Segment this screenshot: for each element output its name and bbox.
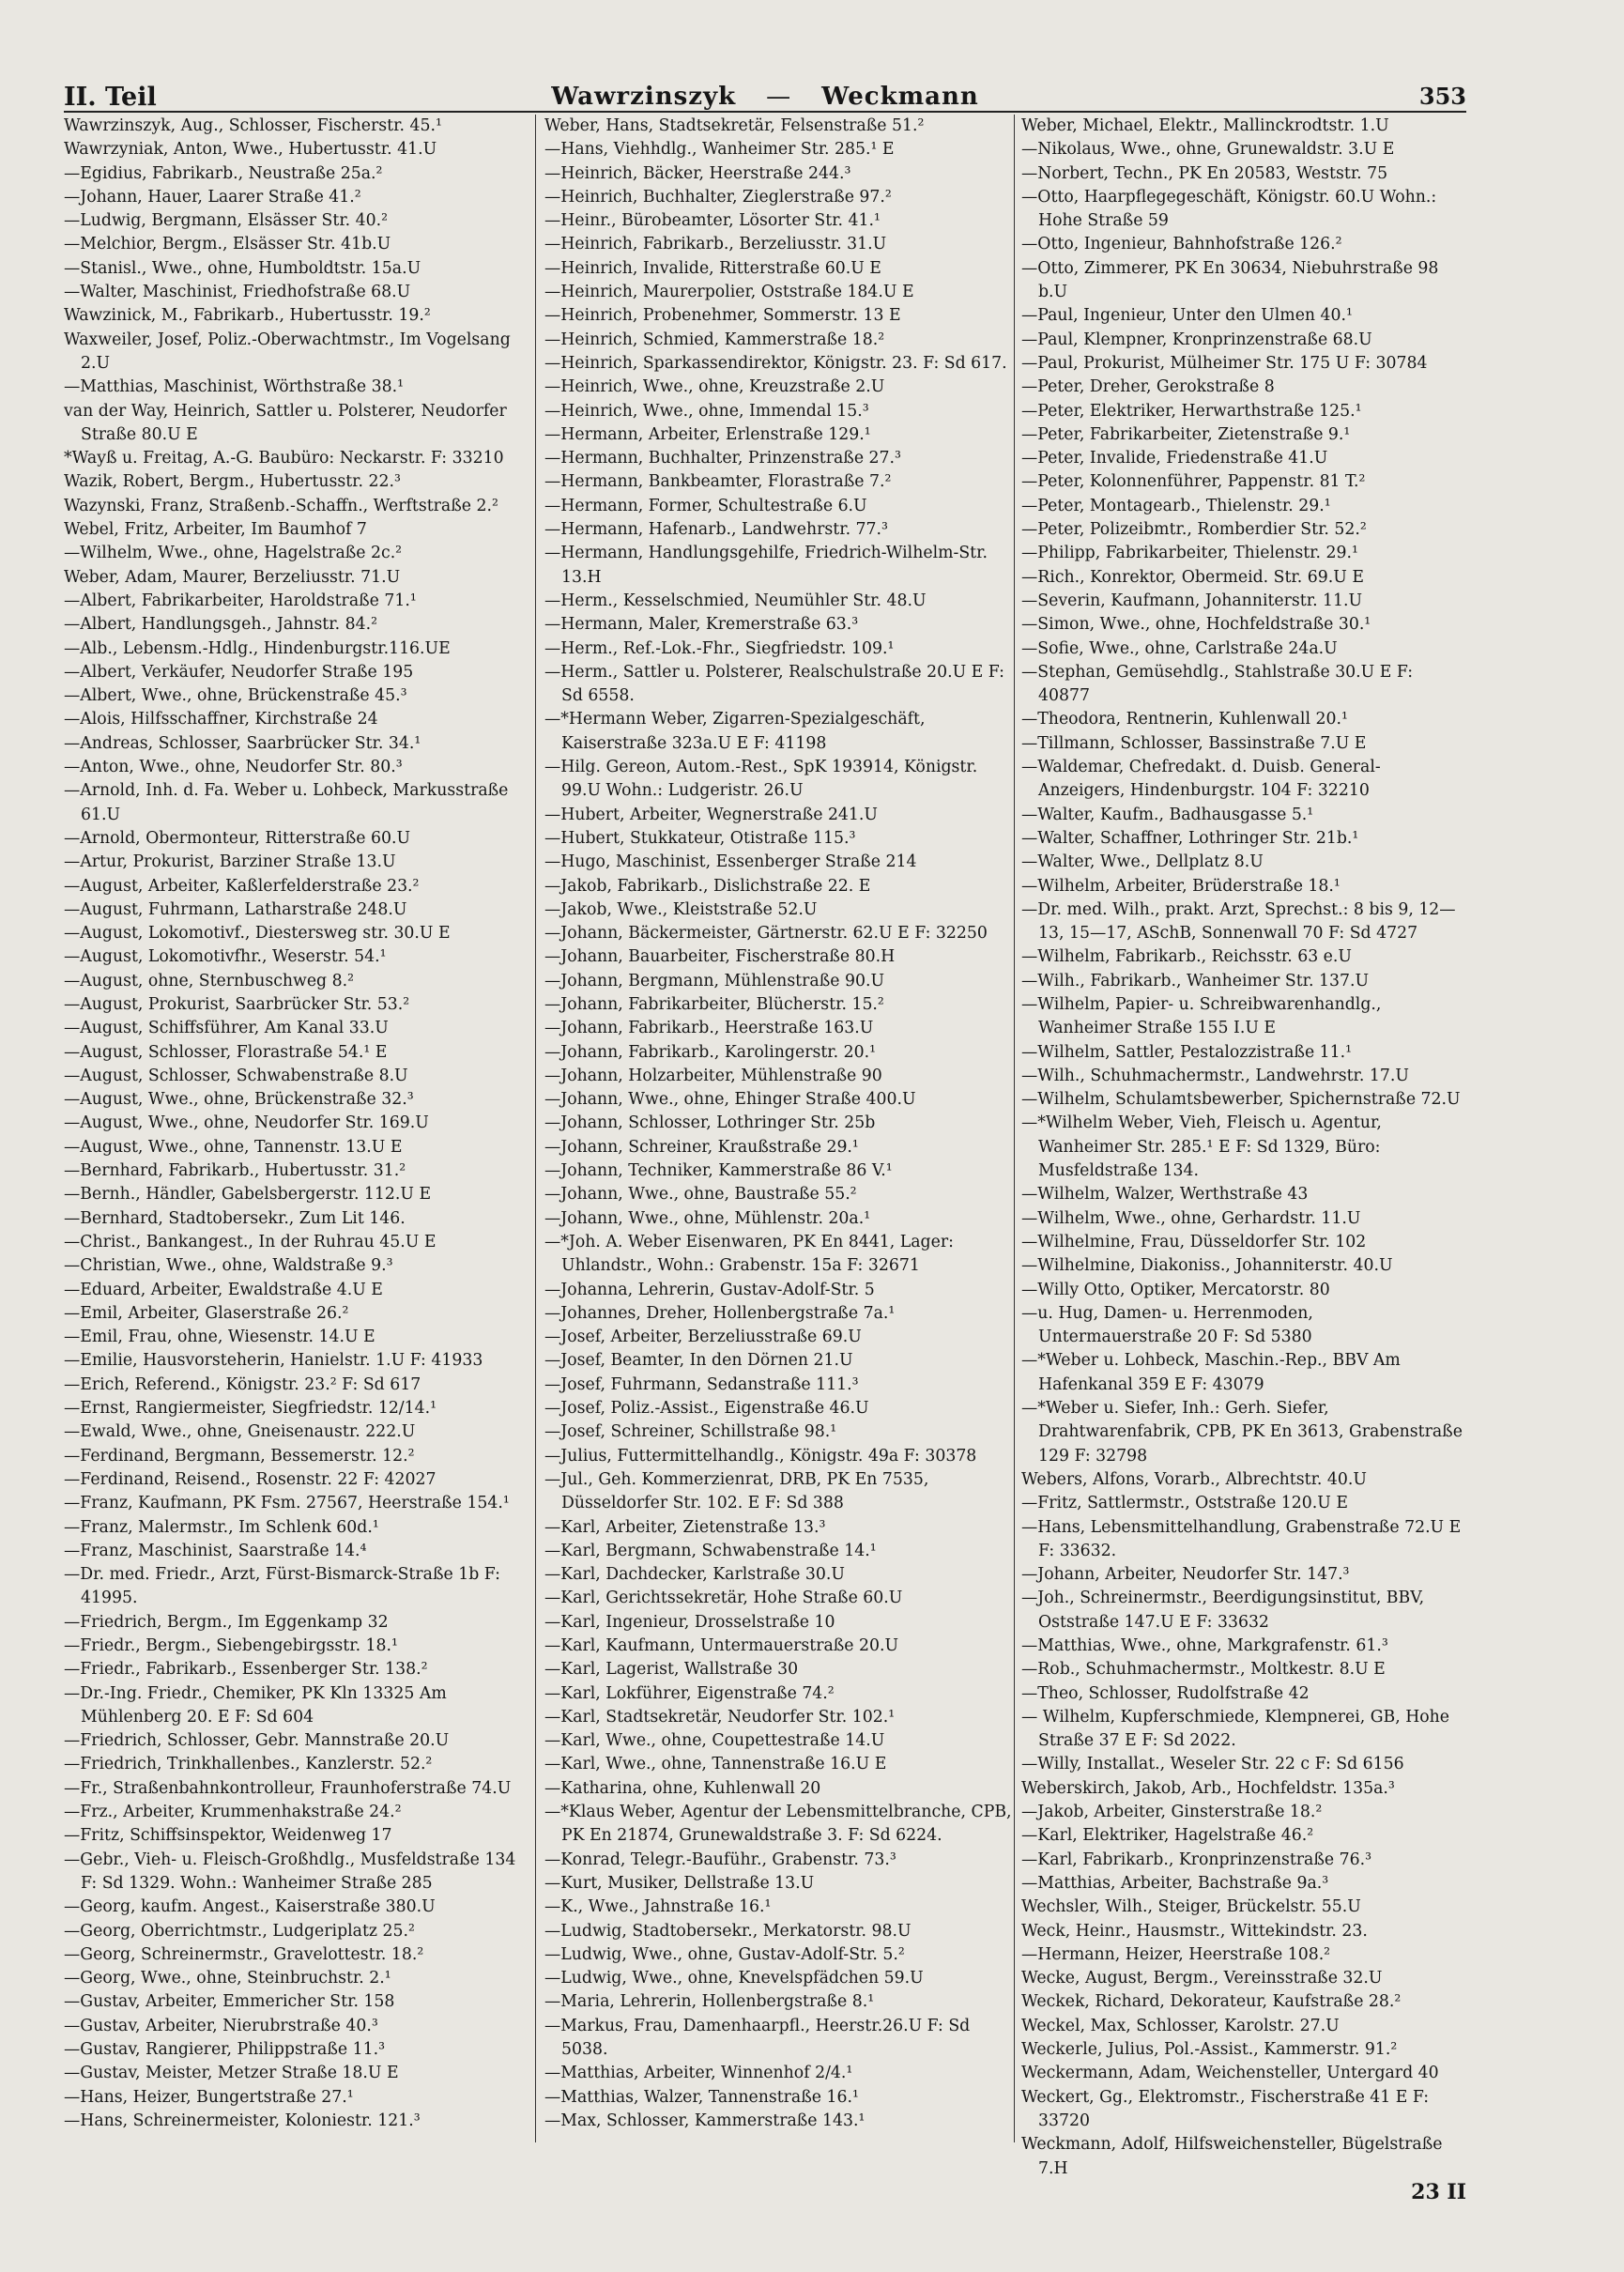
directory-entry: —Johann, Bäckermeister, Gärtnerstr. 62.U E F: 32250 — [544, 924, 988, 944]
directory-entry: —Dr. med. Friedr., Arzt, Fürst-Bismarck-Straße 1b F: 41995. — [64, 1565, 500, 1608]
directory-entry: —Stephan, Gemüsehdlg., Stahlstraße 30.U E F: 40877 — [1021, 662, 1414, 706]
directory-entry: —Heinrich, Probenehmer, Sommerstr. 13 E — [544, 306, 901, 326]
directory-entry: Weckmann, Adolf, Hilfsweichensteller, Bügelstraße 7.H — [1021, 2135, 1443, 2178]
directory-entry: —Ewald, Wwe., ohne, Gneisenaustr. 222.U — [64, 1422, 416, 1442]
directory-entry: —u. Hug, Damen- u. Herrenmoden, Untermauerstraße 20 F: Sd 5380 — [1021, 1303, 1313, 1347]
directory-entry: —Heinrich, Maurerpolier, Oststraße 184.U E — [544, 283, 914, 302]
directory-entry: —Franz, Maschinist, Saarstraße 14.⁴ — [64, 1541, 367, 1560]
directory-entry: —Arnold, Inh. d. Fa. Weber u. Lohbeck, Markusstraße 61.U — [64, 781, 509, 824]
directory-entry: —Heinrich, Invalide, Ritterstraße 60.U E — [544, 258, 881, 278]
directory-entry: —Franz, Kaufmann, PK Fsm. 27567, Heerstraße 154.¹ — [64, 1494, 510, 1513]
directory-entry: —Joh., Schreinermstr., Beerdigungsinstitut, BBV, Oststraße 147.U E F: 33632 — [1021, 1589, 1425, 1632]
directory-entry: —Wilh., Fabrikarb., Wanheimer Str. 137.U — [1021, 971, 1370, 990]
directory-entry: —August, Schlosser, Schwabenstraße 8.U — [64, 1066, 408, 1085]
directory-entry: —Andreas, Schlosser, Saarbrücker Str. 34.¹ — [64, 733, 421, 753]
directory-entry: —Maria, Lehrerin, Hollenbergstraße 8.¹ — [544, 1992, 875, 2012]
directory-entry: —Paul, Prokurist, Mülheimer Str. 175 U F: 30784 — [1021, 353, 1428, 373]
directory-entry: —Herm., Ref.-Lok.-Fhr., Siegfriedstr. 109.¹ — [544, 638, 895, 658]
directory-entry: —August, Arbeiter, Kaßlerfelderstraße 23.² — [64, 876, 420, 896]
directory-entry: —Hermann, Heizer, Heerstraße 108.² — [1021, 1944, 1331, 1964]
directory-entry: —Hermann, Arbeiter, Erlenstraße 129.¹ — [544, 424, 871, 444]
directory-entry: —Waldemar, Chefredakt. d. Duisb. General-Anzeigers, Hindenburgstr. 104 F: 32210 — [1021, 758, 1381, 801]
directory-entry: —Gustav, Arbeiter, Nierubrstraße 40.³ — [64, 2016, 378, 2035]
directory-entry: —Emilie, Hausvorsteherin, Hanielstr. 1.U F: 41933 — [64, 1351, 483, 1371]
directory-entry: —Julius, Futtermittelhandlg., Königstr. 49a F: 30378 — [544, 1446, 977, 1466]
directory-entry: —Ferdinand, Reisend., Rosenstr. 22 F: 42027 — [64, 1469, 437, 1489]
directory-entry: Weckerle, Julius, Pol.-Assist., Kammerstr. 91.² — [1021, 2040, 1398, 2060]
directory-entry: —Ludwig, Wwe., ohne, Knevelspfädchen 59.U — [544, 1969, 924, 1988]
directory-entry: —Walter, Maschinist, Friedhofstraße 68.U — [64, 283, 411, 302]
directory-entry: —Johann, Schlosser, Lothringer Str. 25b — [544, 1113, 876, 1133]
column-3 — [1021, 115, 1466, 2178]
directory-entry: —Paul, Ingenieur, Unter den Ulmen 40.¹ — [1021, 306, 1353, 326]
directory-entry: —Katharina, ohne, Kuhlenwall 20 — [544, 1778, 821, 1798]
directory-entry: —Hans, Schreinermeister, Koloniestr. 121.³ — [64, 2111, 421, 2130]
directory-entry: —Johann, Arbeiter, Neudorfer Str. 147.³ — [1021, 1565, 1350, 1585]
directory-entry: —Wilhelm, Wwe., ohne, Gerhardstr. 11.U — [1021, 1208, 1361, 1228]
directory-entry: —Josef, Beamter, In den Dörnen 21.U — [544, 1351, 853, 1371]
directory-entry: —Karl, Lagerist, Wallstraße 30 — [544, 1660, 799, 1680]
directory-entry: —Gustav, Arbeiter, Emmericher Str. 158 — [64, 1992, 395, 2012]
directory-entry: —Dr. med. Wilh., prakt. Arzt, Sprechst.: 8 bis 9, 12—13, 15—17, ASchB, Sonnenwall 70 F: Sd 4727 — [1021, 899, 1456, 944]
running-head-to: Weckmann — [821, 83, 979, 111]
directory-entry: —Gustav, Meister, Metzer Straße 18.U E — [64, 2064, 399, 2083]
directory-entry: —Heinrich, Schmied, Kammerstraße 18.² — [544, 330, 885, 349]
directory-entry: —August, Wwe., ohne, Brückenstraße 32.³ — [64, 1090, 414, 1110]
directory-entry: —Erich, Referend., Königstr. 23.² F: Sd 617 — [64, 1374, 421, 1394]
directory-entry: Wawrzinszyk, Aug., Schlosser, Fischerstr. 45.¹ — [64, 116, 442, 135]
directory-entry: Waxweiler, Josef, Poliz.-Oberwachtmstr., Im Vogelsang 2.U — [64, 330, 511, 373]
directory-entry: —Norbert, Techn., PK En 20583, Weststr. 75 — [1021, 163, 1388, 183]
directory-entry: —Josef, Fuhrmann, Sedanstraße 111.³ — [544, 1374, 859, 1394]
directory-entry: —Wilh., Schuhmachermstr., Landwehrstr. 17.U — [1021, 1066, 1409, 1085]
directory-entry: —Markus, Frau, Damenhaarpfl., Heerstr.26.U F: Sd 5038. — [544, 2016, 971, 2060]
directory-entry: —Karl, Fabrikarb., Kronprinzenstraße 76.³ — [1021, 1850, 1372, 1869]
directory-entry: —Sofie, Wwe., ohne, Carlstraße 24a.U — [1021, 638, 1338, 658]
directory-entry: —Frz., Arbeiter, Krummenhakstraße 24.² — [64, 1803, 402, 1822]
section-label: II. Teil — [64, 83, 157, 112]
directory-entry: —Friedrich, Schlosser, Gebr. Mannstraße 20.U — [64, 1731, 450, 1751]
directory-entry: —Hubert, Arbeiter, Wegnerstraße 241.U — [544, 805, 878, 824]
directory-entry: —Peter, Invalide, Friedenstraße 41.U — [1021, 449, 1328, 468]
directory-entry: —Christian, Wwe., ohne, Waldstraße 9.³ — [64, 1256, 393, 1276]
directory-entry: —Johann, Techniker, Kammerstraße 86 V.¹ — [544, 1161, 893, 1181]
directory-entry: Wazik, Robert, Bergm., Hubertusstr. 22.³ — [64, 472, 401, 492]
directory-entry: —Josef, Schreiner, Schillstraße 98.¹ — [544, 1422, 837, 1442]
directory-entry: —Walter, Schaffner, Lothringer Str. 21b.¹ — [1021, 828, 1359, 848]
directory-entry: Weck, Heinr., Hausmstr., Wittekindstr. 23. — [1021, 1921, 1368, 1941]
directory-entry: —Wilhelm, Arbeiter, Brüderstraße 18.¹ — [1021, 876, 1341, 896]
directory-entry: —Wilhelm, Schulamtsbewerber, Spichernstraße 72.U — [1021, 1090, 1461, 1110]
directory-entry: —August, Prokurist, Saarbrücker Str. 53.² — [64, 994, 410, 1014]
directory-entry: —August, Lokomotivf., Diestersweg str. 30.U E — [64, 924, 451, 944]
directory-entry: —Hermann, Handlungsgehilfe, Friedrich-Wilhelm-Str. 13.H — [544, 544, 988, 587]
directory-entry: Weberskirch, Jakob, Arb., Hochfeldstr. 135a.³ — [1021, 1778, 1395, 1798]
directory-entry: —Heinr., Bürobeamter, Lösorter Str. 41.¹ — [544, 211, 881, 231]
sheet-signature: 23 II — [1411, 2180, 1466, 2204]
directory-entry: —Peter, Dreher, Gerokstraße 8 — [1021, 377, 1275, 397]
directory-entry: —Johanna, Lehrerin, Gustav-Adolf-Str. 5 — [544, 1280, 875, 1299]
directory-entry: —Albert, Verkäufer, Neudorfer Straße 195 — [64, 662, 414, 682]
directory-entry: —Otto, Ingenieur, Bahnhofstraße 126.² — [1021, 235, 1342, 254]
directory-entry: —*Klaus Weber, Agentur der Lebensmittelbranche, CPB, PK En 21874, Grunewaldstraße 3. F: Sd 6224. — [544, 1803, 1012, 1846]
directory-entry: —Gebr., Vieh- u. Fleisch-Großhdlg., Musfeldstraße 134 F: Sd 1329. Wohn.: Wanheimer Straße 285 — [64, 1850, 516, 1893]
directory-entry: —Jakob, Fabrikarb., Dislichstraße 22. E — [544, 876, 871, 896]
directory-entry: —Emil, Frau, ohne, Wiesenstr. 14.U E — [64, 1328, 375, 1347]
directory-entry: —Johann, Fabrikarbeiter, Blücherstr. 15.² — [544, 994, 884, 1014]
directory-entry: —Heinrich, Wwe., ohne, Immendal 15.³ — [544, 401, 869, 421]
directory-entry: —Wilhelm, Papier- u. Schreibwarenhandlg., Wanheimer Straße 155 I.U E — [1021, 994, 1382, 1038]
directory-entry: —Hubert, Stukkateur, Otistraße 115.³ — [544, 828, 856, 848]
directory-entry: —Tillmann, Schlosser, Bassinstraße 7.U E — [1021, 733, 1367, 753]
directory-entry: —Hilg. Gereon, Autom.-Rest., SpK 193914, Königstr. 99.U Wohn.: Ludgeristr. 26.U — [544, 758, 978, 801]
directory-entry: —Wilhelm, Walzer, Werthstraße 43 — [1021, 1185, 1309, 1205]
directory-entry: —Peter, Kolonnenführer, Pappenstr. 81 T.² — [1021, 472, 1366, 492]
directory-entry: —Walter, Kaufm., Badhausgasse 5.¹ — [1021, 805, 1314, 824]
directory-entry: —Albert, Wwe., ohne, Brückenstraße 45.³ — [64, 686, 407, 706]
directory-entry: —Johann, Wwe., ohne, Ehinger Straße 400.U — [544, 1090, 916, 1110]
running-head — [64, 83, 1466, 111]
directory-entry: —Anton, Wwe., ohne, Neudorfer Str. 80.³ — [64, 758, 403, 777]
directory-entry: —Matthias, Maschinist, Wörthstraße 38.¹ — [64, 377, 405, 397]
directory-entry: —August, Wwe., ohne, Tannenstr. 13.U E — [64, 1137, 403, 1157]
directory-entry: —Melchior, Bergm., Elsässer Str. 41b.U — [64, 235, 391, 254]
directory-entry: —Otto, Zimmerer, PK En 30634, Niebuhrstraße 98 b.U — [1021, 258, 1439, 302]
directory-entry: —*Weber u. Siefer, Inh.: Gerh. Siefer, Drahtwarenfabrik, CPB, PK En 3613, Grabenstraße 129 F: 32798 — [1021, 1399, 1463, 1466]
directory-entry: —Johann, Fabrikarb., Heerstraße 163.U — [544, 1019, 874, 1038]
directory-entry: —Georg, kaufm. Angest., Kaiserstraße 380.U — [64, 1897, 436, 1917]
directory-entry: —Max, Schlosser, Kammerstraße 143.¹ — [544, 2111, 866, 2130]
directory-entry: —Karl, Stadtsekretär, Neudorfer Str. 102.¹ — [544, 1707, 896, 1727]
directory-entry: —Georg, Wwe., ohne, Steinbruchstr. 2.¹ — [64, 1969, 391, 1988]
directory-entry: —Eduard, Arbeiter, Ewaldstraße 4.U E — [64, 1280, 383, 1299]
directory-entry: —Karl, Gerichtssekretär, Hohe Straße 60.U — [544, 1589, 903, 1608]
directory-entry: —*Weber u. Lohbeck, Maschin.-Rep., BBV Am Hafenkanal 359 E F: 43079 — [1021, 1351, 1401, 1394]
directory-entry: *Wayß u. Freitag, A.-G. Baubüro: Neckarstr. F: 33210 — [64, 449, 504, 468]
directory-entry: —Albert, Fabrikarbeiter, Haroldstraße 71.¹ — [64, 591, 417, 610]
directory-entry: —Hermann, Former, Schultestraße 6.U — [544, 496, 867, 515]
directory-entry: —Karl, Bergmann, Schwabenstraße 14.¹ — [544, 1541, 877, 1560]
directory-entry: —Theodora, Rentnerin, Kuhlenwall 20.¹ — [1021, 710, 1348, 729]
directory-entry: —Willy, Installat., Weseler Str. 22 c F: Sd 6156 — [1021, 1755, 1404, 1774]
directory-entry: —Ludwig, Bergmann, Elsässer Str. 40.² — [64, 211, 389, 231]
directory-entry: —Simon, Wwe., ohne, Hochfeldstraße 30.¹ — [1021, 615, 1371, 635]
directory-entry: —August, Fuhrmann, Latharstraße 248.U — [64, 899, 407, 919]
directory-entry: —Herm., Sattler u. Polsterer, Realschulstraße 20.U E F: Sd 6558. — [544, 662, 1004, 706]
directory-entry: —Heinrich, Bäcker, Heerstraße 244.³ — [544, 163, 851, 183]
directory-entry: —Friedr., Bergm., Siebengebirgsstr. 18.¹ — [64, 1636, 398, 1655]
directory-entry: —Matthias, Walzer, Tannenstraße 16.¹ — [544, 2087, 859, 2107]
directory-entry: —Fritz, Schiffsinspektor, Weidenweg 17 — [64, 1826, 392, 1846]
directory-entry: —Wilhelm, Fabrikarb., Reichsstr. 63 e.U — [1021, 947, 1352, 967]
directory-entry: Weber, Hans, Stadtsekretär, Felsenstraße 51.² — [544, 116, 925, 135]
directory-entry: —Hans, Heizer, Bungertstraße 27.¹ — [64, 2087, 354, 2107]
directory-entry: —Wilhelmine, Diakoniss., Johanniterstr. 40.U — [1021, 1256, 1393, 1276]
directory-entry: —Hans, Lebensmittelhandlung, Grabenstraße 72.U E F: 33632. — [1021, 1517, 1462, 1560]
directory-entry: —Johann, Bergmann, Mühlenstraße 90.U — [544, 971, 885, 990]
directory-entry: —Georg, Schreinermstr., Gravelottestr. 18.² — [64, 1944, 424, 1964]
directory-entry: Weckermann, Adam, Weichensteller, Untergard 40 — [1021, 2064, 1439, 2083]
directory-entry: Wechsler, Wilh., Steiger, Brückelstr. 55.U — [1021, 1897, 1361, 1917]
directory-entry: —Rich., Konrektor, Obermeid. Str. 69.U E — [1021, 567, 1364, 587]
directory-entry: —Alb., Lebensm.-Hdlg., Hindenburgstr.116.UE — [64, 638, 451, 658]
directory-entry: —Johann, Fabrikarb., Karolingerstr. 20.¹ — [544, 1042, 877, 1062]
directory-entry: —Karl, Kaufmann, Untermauerstraße 20.U — [544, 1636, 899, 1655]
directory-entry: —August, Schiffsführer, Am Kanal 33.U — [64, 1019, 389, 1038]
directory-entry: —Christ., Bankangest., In der Ruhrau 45.U E — [64, 1232, 437, 1251]
directory-entry: —August, Schlosser, Florastraße 54.¹ E — [64, 1042, 388, 1062]
directory-entry: —Fritz, Sattlermstr., Oststraße 120.U E — [1021, 1494, 1348, 1513]
directory-entry: —Hermann, Maler, Kremerstraße 63.³ — [544, 615, 859, 635]
directory-entry: Weber, Michael, Elektr., Mallinckrodtstr. 1.U — [1021, 116, 1389, 135]
directory-entry: —Johann, Wwe., ohne, Baustraße 55.² — [544, 1185, 857, 1205]
directory-entry: Wawrzyniak, Anton, Wwe., Hubertusstr. 41.U — [64, 140, 437, 160]
directory-entry: —Bernhard, Stadtobersekr., Zum Lit 146. — [64, 1208, 406, 1228]
directory-entry: —Bernh., Händler, Gabelsbergerstr. 112.U E — [64, 1185, 432, 1205]
directory-entry: —Johann, Schreiner, Kraußstraße 29.¹ — [544, 1137, 859, 1157]
directory-entry: —Egidius, Fabrikarb., Neustraße 25a.² — [64, 163, 383, 183]
directory-entry: —*Joh. A. Weber Eisenwaren, PK En 8441, Lager: Uhlandstr., Wohn.: Grabenstr. 15a F: 32671 — [544, 1232, 954, 1276]
directory-entry: —*Wilhelm Weber, Vieh, Fleisch u. Agentur, Wanheimer Str. 285.¹ E F: Sd 1329, Büro: Musfeldstraße 134. — [1021, 1113, 1382, 1181]
directory-entry: Weber, Adam, Maurer, Berzeliusstr. 71.U — [64, 567, 401, 587]
directory-entry: —Theo, Schlosser, Rudolfstraße 42 — [1021, 1683, 1310, 1703]
directory-entry: Weckert, Gg., Elektromstr., Fischerstraße 41 E F: 33720 — [1021, 2087, 1430, 2130]
directory-entry: —Albert, Handlungsgeh., Jahnstr. 84.² — [64, 615, 378, 635]
column-2 — [544, 115, 1014, 2147]
directory-entry: Wecke, August, Bergm., Vereinsstraße 32.U — [1021, 1969, 1383, 1988]
column-1 — [64, 115, 533, 2147]
directory-entry: —Heinrich, Buchhalter, Zieglerstraße 97.² — [544, 187, 892, 207]
directory-entry: —Otto, Haarpflegegeschäft, Königstr. 60.U Wohn.: Hohe Straße 59 — [1021, 187, 1437, 231]
directory-entry: —Peter, Elektriker, Herwarthstraße 125.¹ — [1021, 401, 1362, 421]
directory-entry: —Friedrich, Bergm., Im Eggenkamp 32 — [64, 1612, 389, 1632]
directory-entry: van der Way, Heinrich, Sattler u. Polsterer, Neudorfer Straße 80.U E — [64, 401, 507, 444]
directory-entry: —Kurt, Musiker, Dellstraße 13.U — [544, 1873, 815, 1893]
page-number: 353 — [1418, 83, 1466, 110]
directory-entry: —Johann, Wwe., ohne, Mühlenstr. 20a.¹ — [544, 1208, 871, 1228]
directory-entry: —Ferdinand, Bergmann, Bessemerstr. 12.² — [64, 1446, 415, 1466]
directory-entry: —August, Wwe., ohne, Neudorfer Str. 169.U — [64, 1113, 429, 1133]
column-divider-1 — [535, 115, 536, 2142]
directory-entry: —Peter, Fabrikarbeiter, Zietenstraße 9.¹ — [1021, 424, 1351, 444]
directory-entry: —Wilhelm, Wwe., ohne, Hagelstraße 2c.² — [64, 544, 403, 563]
directory-entry: —Johann, Bauarbeiter, Fischerstraße 80.H — [544, 947, 896, 967]
directory-entry: —Franz, Malermstr., Im Schlenk 60d.¹ — [64, 1517, 379, 1537]
directory-entry: —Nikolaus, Wwe., ohne, Grunewaldstr. 3.U E — [1021, 140, 1395, 160]
directory-entry: —Rob., Schuhmachermstr., Moltkestr. 8.U E — [1021, 1660, 1386, 1680]
directory-entry: —Hermann, Hafenarb., Landwehrstr. 77.³ — [544, 520, 888, 540]
directory-entry: Weckel, Max, Schlosser, Karolstr. 27.U — [1021, 2016, 1340, 2035]
directory-entry: —Hugo, Maschinist, Essenberger Straße 214 — [544, 852, 917, 872]
directory-entry: —Philipp, Fabrikarbeiter, Thielenstr. 29.¹ — [1021, 544, 1358, 563]
directory-entry: —Karl, Elektriker, Hagelstraße 46.² — [1021, 1826, 1314, 1846]
column-divider-2 — [1014, 115, 1015, 2142]
directory-entry: Webel, Fritz, Arbeiter, Im Baumhof 7 — [64, 520, 367, 540]
directory-entry: —*Hermann Weber, Zigarren-Spezialgeschäft, Kaiserstraße 323a.U E F: 41198 — [544, 710, 926, 753]
directory-entry: —Wilhelm, Sattler, Pestalozzistraße 11.¹ — [1021, 1042, 1353, 1062]
directory-entry: —Fr., Straßenbahnkontrolleur, Fraunhoferstraße 74.U — [64, 1778, 512, 1798]
directory-entry: Webers, Alfons, Vorarb., Albrechtstr. 40.U — [1021, 1469, 1367, 1489]
header-rule — [64, 111, 1466, 113]
directory-entry: —August, ohne, Sternbuschweg 8.² — [64, 971, 355, 990]
directory-entry: —Karl, Wwe., ohne, Tannenstraße 16.U E — [544, 1755, 887, 1774]
directory-entry: —Karl, Arbeiter, Zietenstraße 13.³ — [544, 1517, 826, 1537]
directory-entry: —Wilhelmine, Frau, Düsseldorfer Str. 102 — [1021, 1232, 1367, 1251]
directory-entry: —Friedr., Fabrikarb., Essenberger Str. 138.² — [64, 1660, 428, 1680]
directory-entry: —Paul, Klempner, Kronprinzenstraße 68.U — [1021, 330, 1372, 349]
directory-entry: —Jakob, Arbeiter, Ginsterstraße 18.² — [1021, 1803, 1323, 1822]
directory-entry: —Johannes, Dreher, Hollenbergstraße 7a.¹ — [544, 1303, 896, 1323]
directory-entry: — Wilhelm, Kupferschmiede, Klempnerei, GB, Hohe Straße 37 E F: Sd 2022. — [1021, 1707, 1450, 1751]
directory-entry: —Willy Otto, Optiker, Mercatorstr. 80 — [1021, 1280, 1330, 1299]
directory-entry: —Jakob, Wwe., Kleiststraße 52.U — [544, 899, 818, 919]
directory-entry: —Ludwig, Wwe., ohne, Gustav-Adolf-Str. 5.² — [544, 1944, 905, 1964]
directory-entry: —Matthias, Wwe., ohne, Markgrafenstr. 61.³ — [1021, 1636, 1388, 1655]
directory-entry: —Josef, Poliz.-Assist., Eigenstraße 46.U — [544, 1399, 869, 1419]
directory-entry: —Jul., Geh. Kommerzienrat, DRB, PK En 7535, Düsseldorfer Str. 102. E F: Sd 388 — [544, 1469, 929, 1513]
directory-entry: —K., Wwe., Jahnstraße 16.¹ — [544, 1897, 772, 1917]
directory-entry: —Ludwig, Stadtobersekr., Merkatorstr. 98.U — [544, 1921, 912, 1941]
directory-entry: —Friedrich, Trinkhallenbes., Kanzlerstr. 52.² — [64, 1755, 433, 1774]
directory-entry: —Arnold, Obermonteur, Ritterstraße 60.U — [64, 828, 411, 848]
directory-entry: —Hans, Viehhdlg., Wanheimer Str. 285.¹ E — [544, 140, 895, 160]
directory-entry: —Georg, Oberrichtmstr., Ludgeriplatz 25.² — [64, 1921, 415, 1941]
directory-entry: —Artur, Prokurist, Barziner Straße 13.U — [64, 852, 396, 872]
running-head-from: Wawrzinszyk — [551, 83, 737, 111]
directory-entry: —Heinrich, Fabrikarb., Berzeliusstr. 31.U — [544, 235, 887, 254]
directory-entry: —Matthias, Arbeiter, Winnenhof 2/4.¹ — [544, 2064, 853, 2083]
directory-entry: Wazynski, Franz, Straßenb.-Schaffn., Werftstraße 2.² — [64, 496, 498, 515]
directory-entry: —Josef, Arbeiter, Berzeliusstraße 69.U — [544, 1328, 862, 1347]
directory-entry: —Dr.-Ing. Friedr., Chemiker, PK Kln 13325 Am Mühlenberg 20. E F: Sd 604 — [64, 1683, 447, 1727]
directory-entry: —Hermann, Bankbeamter, Florastraße 7.² — [544, 472, 892, 492]
directory-entry: —Matthias, Arbeiter, Bachstraße 9a.³ — [1021, 1873, 1329, 1893]
directory-entry: —Johann, Hauer, Laarer Straße 41.² — [64, 187, 361, 207]
directory-entry: —Karl, Wwe., ohne, Coupettestraße 14.U — [544, 1731, 885, 1751]
directory-entry: —Emil, Arbeiter, Glaserstraße 26.² — [64, 1303, 349, 1323]
directory-entry: —Heinrich, Wwe., ohne, Kreuzstraße 2.U — [544, 377, 885, 397]
directory-entry: —Gustav, Rangierer, Philippstraße 11.³ — [64, 2040, 386, 2060]
directory-entry: —Ernst, Rangiermeister, Siegfriedstr. 12/14.¹ — [64, 1399, 437, 1419]
directory-entry: —Karl, Dachdecker, Karlstraße 30.U — [544, 1565, 845, 1585]
directory-entry: —Herm., Kesselschmied, Neumühler Str. 48.U — [544, 591, 927, 610]
directory-entry: —Bernhard, Fabrikarb., Hubertusstr. 31.² — [64, 1161, 406, 1181]
directory-entry: —Peter, Polizeibmtr., Romberdier Str. 52.² — [1021, 520, 1367, 540]
directory-entry: —Karl, Ingenieur, Drosselstraße 10 — [544, 1612, 835, 1632]
directory-entry: —Hermann, Buchhalter, Prinzenstraße 27.³ — [544, 449, 901, 468]
directory-entry: —Severin, Kaufmann, Johanniterstr. 11.U — [1021, 591, 1363, 610]
directory-entry: —Stanisl., Wwe., ohne, Humboldtstr. 15a.U — [64, 258, 421, 278]
directory-entry: —Heinrich, Sparkassendirektor, Königstr. 23. F: Sd 617. — [544, 353, 1007, 373]
running-head-dash: — — [766, 83, 792, 111]
directory-entry: —Johann, Holzarbeiter, Mühlenstraße 90 — [544, 1066, 882, 1085]
directory-entry: Weckek, Richard, Dekorateur, Kaufstraße 28.² — [1021, 1992, 1402, 2012]
directory-entry: —August, Lokomotivfhr., Weserstr. 54.¹ — [64, 947, 387, 967]
directory-entry: —Alois, Hilfsschaffner, Kirchstraße 24 — [64, 710, 378, 729]
directory-entry: —Konrad, Telegr.-Bauführ., Grabenstr. 73.³ — [544, 1850, 896, 1869]
directory-entry: Wawzinick, M., Fabrikarb., Hubertusstr. 19.² — [64, 306, 431, 326]
directory-entry: —Karl, Lokführer, Eigenstraße 74.² — [544, 1683, 835, 1703]
directory-entry: —Walter, Wwe., Dellplatz 8.U — [1021, 852, 1264, 872]
directory-entry: —Peter, Montagearb., Thielenstr. 29.¹ — [1021, 496, 1331, 515]
